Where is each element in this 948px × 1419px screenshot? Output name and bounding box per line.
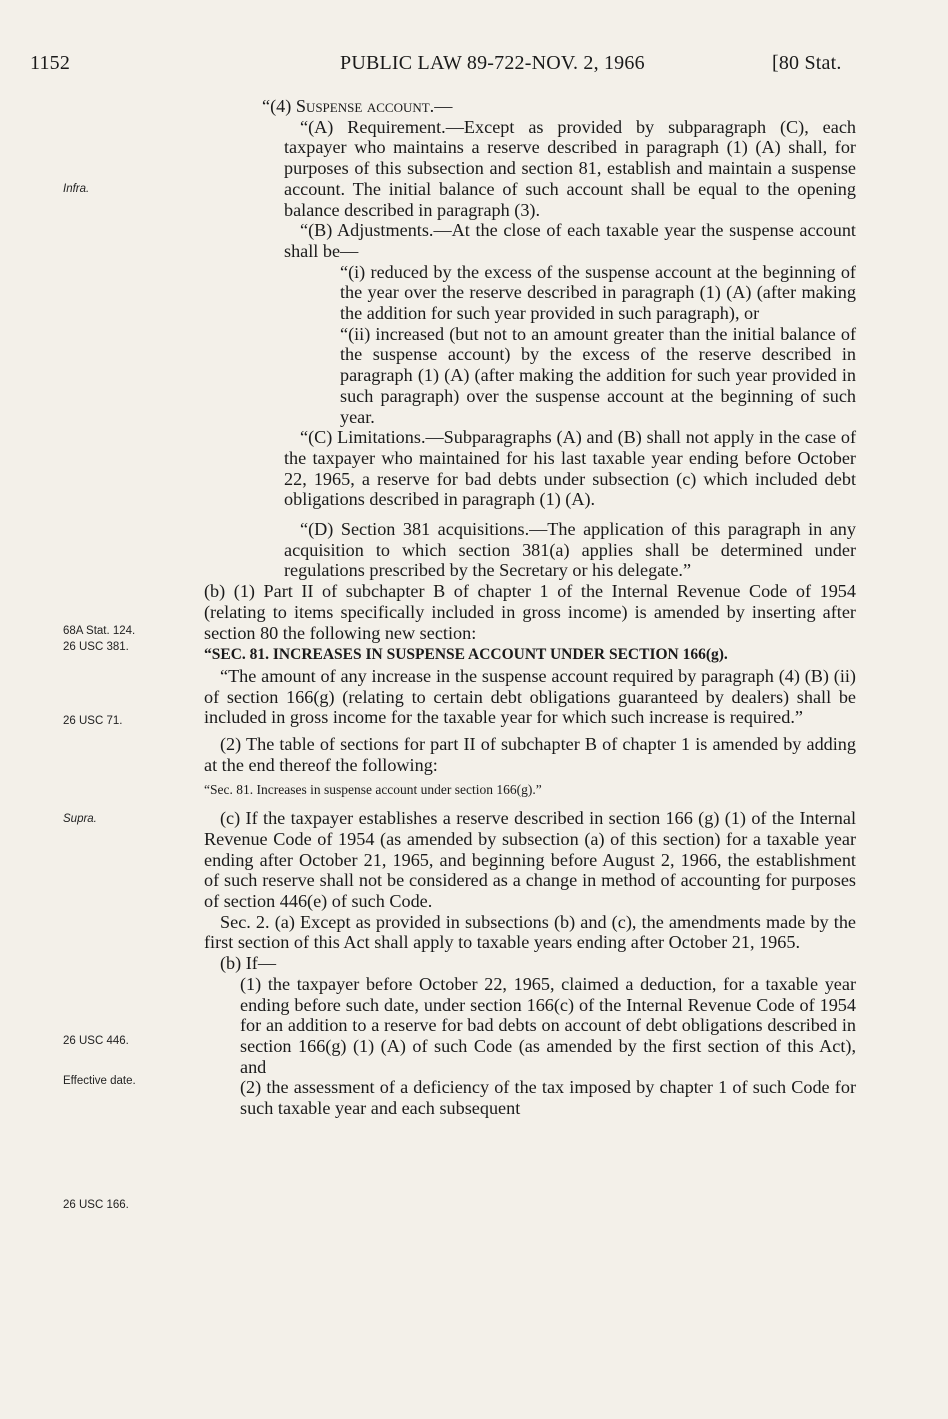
section-81-text: “The amount of any increase in the suspense account required by paragraph (4) (B) (ii) of section 166(g) (relating to certain debt obligations guaranteed by dealers) shall be included in gross income for the taxable year for which such increase is required.” [204,665,856,728]
paragraph-d-section381: “(D) Section 381 acquisitions.—The application of this paragraph in any acquisition to which section 381(a) applies shall be determined under regulations prescribed by the Secretary or his delegate.” [284,519,856,581]
heading-suspense-account: “(4) Suspense account.— [262,96,453,116]
margin-note-supra: Supra. [63,813,97,825]
margin-note-26usc71: 26 USC 71. [63,715,123,727]
margin-note-26usc381: 26 USC 381. [63,641,129,653]
paragraph-b1-part-ii: (b) (1) Part II of subchapter B of chapter 1 of the Internal Revenue Code of 1954 (relating to items specifically included in gross income) is amended by inserting after section 80 the following new section: [204,581,856,643]
clause-b1: (1) the taxpayer before October 22, 1965, claimed a deduction, for a taxable year ending before such date, under section 166(c) of the Internal Revenue Code of 1954 for an addition to a reserve for bad debts on account of debt obligations described in section 166(g) (1) (A) of such Code (as amended by the first section of this Act), and [240,973,856,1077]
page-number: 1152 [30,52,71,74]
margin-note-26usc446: 26 USC 446. [63,1035,129,1047]
margin-note-effective-date: Effective date. [63,1075,136,1087]
paragraph-c-limitations: “(C) Limitations.—Subparagraphs (A) and (B) shall not apply in the case of the taxpayer who maintained for his last taxable year ending before October 22, 1965, a reserve for bad debts under subsection (c) which included debt obligations described in paragraph (1) (A). [284,427,856,510]
margin-note-infra: Infra. [63,183,90,195]
section-2-b: (b) If— [220,953,277,974]
paragraph-a-requirement: “(A) Requirement.—Except as provided by subparagraph (C), each taxpayer who maintains a reserve described in paragraph (1) (A) shall, for purposes of this subsection and section 81, establish and maintain a suspense account. The initial balance of such account shall be equal to the opening balance described in paragraph (3). [284,116,856,220]
section-2-a: Sec. 2. (a) Except as provided in subsections (b) and (c), the amendments made by the first section of this Act shall apply to taxable years ending after October 21, 1965. [204,911,856,953]
margin-note-68a-stat: 68A Stat. 124. [63,625,136,637]
paragraph-c-reserve: (c) If the taxpayer establishes a reserve described in section 166 (g) (1) of the Internal Revenue Code of 1954 (as amended by subsection (a) of this section) for a taxable year ending after October 21, 1965, and beginning before August 2, 1966, the establishment of such reserve shall not be considered as a change in method of accounting for purposes of section 446(e) of such Code. [204,808,856,912]
clause-ii-increased: “(ii) increased (but not to an amount greater than the initial balance of the suspense account) by the excess of the reserve described in paragraph (1) (A) (after making the addition for such year provided in such paragraph) over the suspense account at the beginning of such year. [340,323,856,427]
clause-b2: (2) the assessment of a deficiency of the tax imposed by chapter 1 of such Code for such taxable year and each subsequent [240,1077,856,1119]
document-body [204,96,856,1119]
paragraph-b2-table: (2) The table of sections for part II of subchapter B of chapter 1 is amended by adding at the end thereof the following: [204,734,856,775]
table-entry-sec81: “Sec. 81. Increases in suspense account under section 166(g).” [204,781,542,797]
paragraph-b-adjustments: “(B) Adjustments.—At the close of each taxable year the suspense account shall be— [284,220,856,261]
margin-note-26usc166: 26 USC 166. [63,1199,129,1211]
clause-i-reduced: “(i) reduced by the excess of the suspense account at the beginning of the year over the reserve described in paragraph (1) (A) (after making the addition for such year provided in such paragraph), or [340,261,856,324]
statute-reference: [80 Stat. [772,52,842,74]
section-81-heading: “SEC. 81. INCREASES IN SUSPENSE ACCOUNT UNDER SECTION 166(g). [204,646,728,664]
page-title: PUBLIC LAW 89-722-NOV. 2, 1966 [340,52,645,74]
